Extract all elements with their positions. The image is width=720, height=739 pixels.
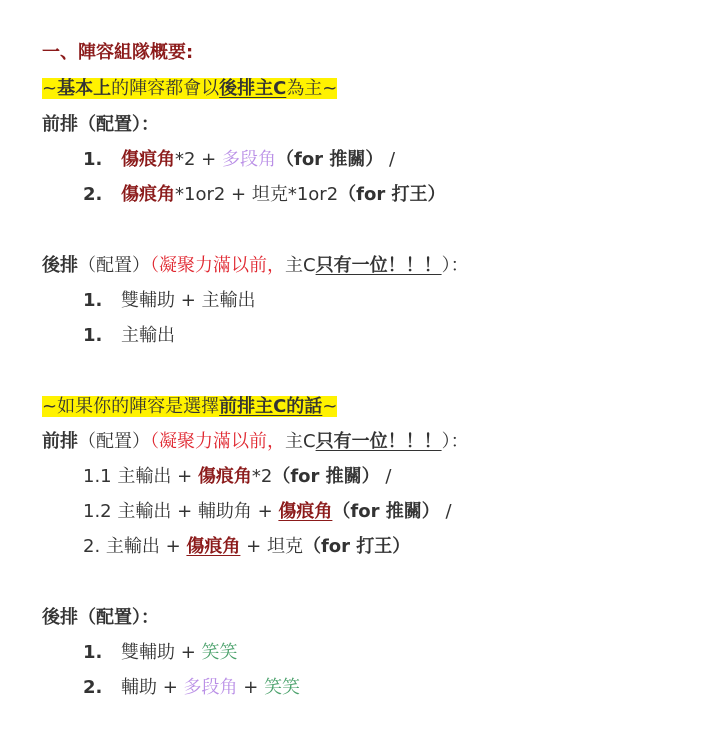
item-text: 1.1 主輸出 +	[83, 466, 198, 487]
list-number: 1.	[83, 290, 103, 311]
item-text: *1or2 + 坦克*1or2	[175, 184, 339, 205]
main-c-label: 主C	[285, 431, 316, 452]
front2-item-2	[83, 499, 452, 525]
front-heading-2	[42, 429, 469, 455]
scar-role: 傷痕角	[186, 536, 241, 557]
slash: /	[439, 501, 452, 522]
slash: /	[383, 149, 396, 170]
list-number: 1.	[83, 149, 103, 170]
multi-hit-role: 多段角	[183, 677, 238, 698]
xiaoxiao-role: 笑笑	[201, 642, 238, 663]
only-one-note: 只有一位！！！	[315, 255, 442, 276]
intro-text: 的陣容都會以	[111, 78, 220, 99]
intro-back-main-c: 後排主C	[219, 78, 287, 99]
intro-basic: 基本上	[57, 78, 112, 99]
item-text: *2 +	[175, 149, 222, 170]
for-boss-note: （for 打王）	[338, 184, 446, 205]
front2-item-1	[83, 464, 391, 490]
only-one-note: 只有一位！！！	[315, 431, 442, 452]
scar-role: 傷痕角	[121, 149, 175, 170]
intro-highlight	[42, 78, 337, 99]
close-paren: ）：	[441, 431, 469, 452]
item-text: 1.2 主輸出 + 輔助角 +	[83, 501, 279, 522]
multi-hit-role: 多段角	[221, 149, 276, 170]
back2-item-1	[83, 640, 238, 666]
back-heading-1	[42, 253, 469, 279]
back1-item-2	[83, 323, 175, 349]
intro-line	[42, 76, 337, 102]
alt-text: ~如果你的陣容是選擇	[42, 396, 220, 417]
scar-role: 傷痕角	[278, 501, 333, 522]
plus: +	[237, 677, 265, 698]
scar-role: 傷痕角	[197, 466, 252, 487]
close-paren: ）：	[441, 255, 469, 276]
front1-item-2	[83, 182, 446, 208]
alt-front-main-c: 前排主C的話	[219, 396, 323, 417]
for-push-note: （for 推關）	[275, 149, 384, 170]
item-text: 雙輔助 + 主輸出	[121, 290, 256, 311]
item-text: 雙輔助 +	[121, 642, 202, 663]
alt-intro-line	[42, 394, 337, 420]
front-label: 前排	[42, 431, 78, 452]
front1-item-1	[83, 147, 395, 173]
section-title: 一、陣容組隊概要:	[42, 42, 194, 63]
front-heading-1: 前排（配置）：	[42, 114, 159, 135]
config-label: （配置）	[78, 255, 150, 276]
tank-text: + 坦克	[240, 536, 303, 557]
list-number: 2.	[83, 184, 103, 205]
back2-item-2	[83, 675, 300, 701]
list-number: 1.	[83, 325, 103, 346]
scar-role: 傷痕角	[121, 184, 175, 205]
for-push-note: （for 推關）	[272, 466, 380, 487]
alt-highlight	[42, 396, 337, 417]
cohesion-note: （凝聚力滿以前，	[150, 255, 285, 276]
item-text: 主輸出	[121, 325, 175, 346]
multiplier: *2	[251, 466, 273, 487]
alt-tilde: ~	[322, 396, 338, 417]
main-c-label: 主C	[285, 255, 316, 276]
intro-end: 為主~	[286, 78, 338, 99]
item-text: 2. 主輸出 +	[83, 536, 187, 557]
slash: /	[379, 466, 392, 487]
list-number: 2.	[83, 677, 103, 698]
intro-tilde: ~	[42, 78, 58, 99]
back-heading-2: 後排（配置）：	[42, 607, 159, 628]
list-number: 1.	[83, 642, 103, 663]
front2-item-3	[83, 534, 410, 560]
back1-item-1	[83, 288, 256, 314]
cohesion-note: （凝聚力滿以前，	[150, 431, 285, 452]
for-push-note: （for 推關）	[332, 501, 440, 522]
for-boss-note: （for 打王）	[302, 536, 411, 557]
back-label: 後排	[42, 255, 78, 276]
item-text: 輔助 +	[121, 677, 184, 698]
xiaoxiao-role: 笑笑	[264, 677, 301, 698]
config-label: （配置）	[78, 431, 150, 452]
